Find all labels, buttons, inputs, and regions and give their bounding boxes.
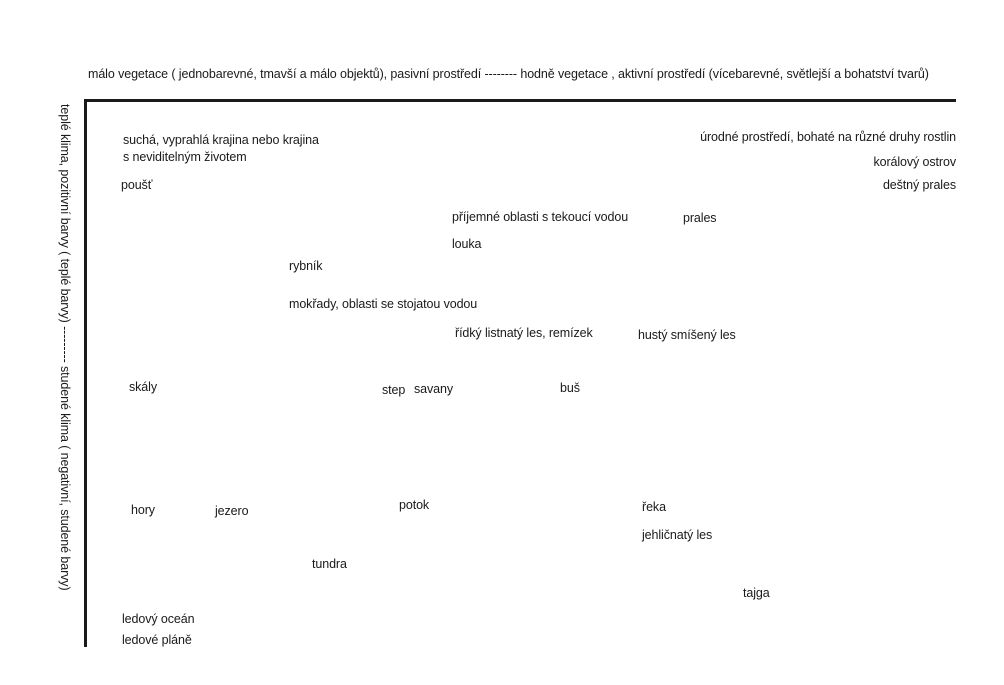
item-louka: louka bbox=[452, 237, 482, 251]
item-savany: savany bbox=[414, 382, 454, 396]
item-bus: buš bbox=[560, 381, 580, 395]
item-sucha-krajina-line1: suchá, vyprahlá krajina nebo krajina bbox=[123, 133, 319, 147]
item-ridky-les: řídký listnatý les, remízek bbox=[455, 326, 593, 340]
item-step: step bbox=[382, 383, 406, 397]
item-prijemne-oblasti: příjemné oblasti s tekoucí vodou bbox=[452, 210, 629, 224]
item-ledove-plane: ledové pláně bbox=[122, 633, 192, 647]
y-axis-label: teplé klima, pozitivní barvy ( teplé barvy) --------- studené klima ( negativní, studené barvy) bbox=[58, 104, 72, 591]
item-reka: řeka bbox=[642, 500, 666, 514]
item-sucha-krajina-line2: s neviditelným životem bbox=[123, 150, 247, 164]
item-koralovy-ostrov: korálový ostrov bbox=[873, 155, 956, 169]
x-axis-line bbox=[84, 99, 956, 102]
y-axis-line bbox=[84, 99, 87, 647]
item-prales: prales bbox=[683, 211, 717, 225]
x-axis-label: málo vegetace ( jednobarevné, tmavší a málo objektů), pasivní prostředí -------- hodně vegetace , aktivní prostředí (vícebarevné, světlejší a bohatství tvarů) bbox=[88, 67, 929, 81]
item-destny-prales: deštný prales bbox=[882, 178, 956, 192]
item-husty-les: hustý smíšený les bbox=[638, 328, 736, 342]
item-poust: poušť bbox=[121, 178, 153, 192]
item-skaly: skály bbox=[129, 380, 157, 394]
item-tundra: tundra bbox=[312, 557, 347, 571]
item-mokrady: mokřady, oblasti se stojatou vodou bbox=[289, 297, 478, 311]
item-ledovy-ocean: ledový oceán bbox=[122, 612, 195, 626]
item-rybnik: rybník bbox=[289, 259, 323, 273]
item-urodne-prostredi: úrodné prostředí, bohaté na různé druhy rostlin bbox=[700, 130, 956, 144]
item-jezero: jezero bbox=[215, 504, 249, 518]
item-sucha-krajina bbox=[123, 132, 319, 166]
item-hory: hory bbox=[131, 503, 155, 517]
item-tajga: tajga bbox=[743, 586, 770, 600]
item-potok: potok bbox=[399, 498, 430, 512]
item-jehlicnaty-les: jehličnatý les bbox=[642, 528, 713, 542]
